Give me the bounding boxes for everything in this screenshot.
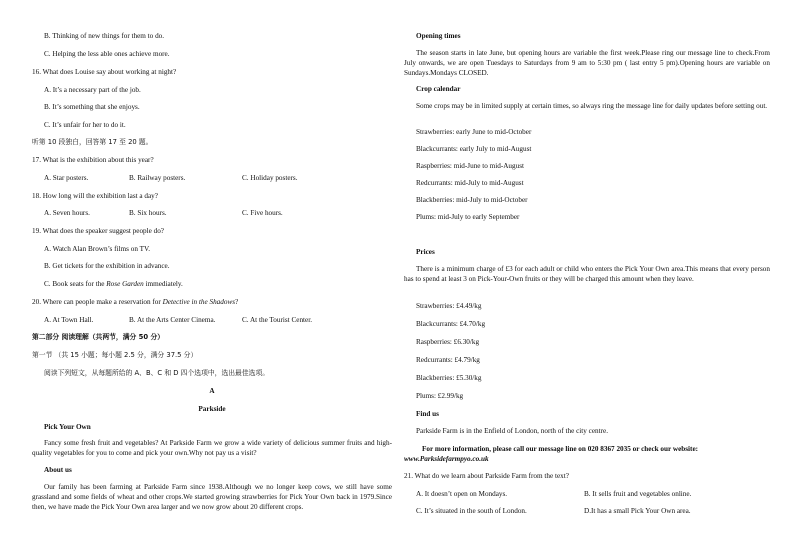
passage-letter: A [209, 387, 215, 395]
rose-garden-title: Rose Garden [106, 280, 144, 288]
opening-times-heading: Opening times [416, 32, 461, 40]
q20-option-c: C. At the Tourist Center. [242, 316, 313, 324]
price-raspberries: Raspberries: £6.30/kg [416, 338, 480, 346]
price-plums: Plums: £2.99/kg [416, 392, 464, 400]
q18-option-a: A. Seven hours. [44, 209, 90, 217]
q18-option-b: B. Six hours. [129, 209, 167, 217]
q21-option-b: B. It sells fruit and vegetables online. [584, 490, 692, 498]
q17-option-c: C. Holiday posters. [242, 174, 298, 182]
q16-option-b: B. It’s something that she enjoys. [44, 103, 140, 111]
q17-option-a: A. Star posters. [44, 174, 89, 182]
section-10-instruction: 听第 10 段独白，回答第 17 至 20 题。 [32, 138, 153, 146]
opening-times-text: The season starts in late June, but opening hours are variable the first week.Please ring our message line to check.From July onwards, we are open Tuesdays to Saturdays from 9 am to 5:30 pm ( last entry 5 pm).Opening hours are variable on Sundays.Mondays CLOSED. [404, 49, 770, 77]
pick-your-own-text: Fancy some fresh fruit and vegetables? At Parkside Farm we grow a wide variety of delicious summer fruits and high-quality vegetables for you to come and pick your own.Why not pay us a visit? [32, 439, 392, 457]
question-20: 20. Where can people make a reservation for Detective in the Shadows? [32, 298, 239, 306]
passage-title: Parkside [198, 405, 226, 413]
price-blackcurrants: Blackcurrants: £4.70/kg [416, 320, 486, 328]
crop-plums: Plums: mid-July to early September [416, 213, 520, 221]
q20-option-b: B. At the Arts Center Cinema. [129, 316, 216, 324]
question-19: 19. What does the speaker suggest people do? [32, 227, 164, 235]
price-strawberries: Strawberries: £4.49/kg [416, 302, 482, 310]
crop-blackberries: Blackberries: mid-July to mid-October [416, 196, 528, 204]
q21-option-d: D.It has a small Pick Your Own area. [584, 507, 691, 515]
q19-option-b: B. Get tickets for the exhibition in advance. [44, 262, 170, 270]
price-blackberries: Blackberries: £5.30/kg [416, 374, 482, 382]
prices-heading: Prices [416, 248, 435, 256]
question-17: 17. What is the exhibition about this year? [32, 156, 154, 164]
crop-calendar-text: Some crops may be in limited supply at certain times, so always ring the message line for daily updates before setting out. [416, 102, 768, 110]
q20-option-a: A. At Town Hall. [44, 316, 94, 324]
crop-calendar-heading: Crop calendar [416, 85, 461, 93]
q19-option-a: A. Watch Alan Brown’s films on TV. [44, 245, 151, 253]
question-16: 16. What does Louise say about working at night? [32, 68, 177, 76]
find-us-heading: Find us [416, 410, 439, 418]
more-info-text: For more information, please call our message line on 020 8367 2035 or check our website: www.Parksidefarmpyo.co.uk [404, 445, 699, 463]
q19-option-c: C. Book seats for the Rose Garden immediately. [44, 280, 183, 288]
q16-option-a: A. It’s a necessary part of the job. [44, 86, 141, 94]
crop-strawberries: Strawberries: early June to mid-October [416, 128, 532, 136]
q17-option-b: B. Railway posters. [129, 174, 186, 182]
q15-option-b: B. Thinking of new things for them to do. [44, 32, 165, 40]
about-us-heading: About us [44, 466, 72, 474]
pick-your-own-heading: Pick Your Own [44, 423, 91, 431]
q21-option-c: C. It’s situated in the south of London. [416, 507, 527, 515]
q16-option-c: C. It’s unfair for her to do it. [44, 121, 126, 129]
about-us-text: Our family has been farming at Parkside Farm since 1938.Although we no longer keep cows, we still have some grassland and some fields of wheat and other crops.We started growing strawberries for Pick Your Own back in 1979.Since then, we have made the Pick Your Own area larger and we now grow about 20 different crops. [32, 483, 392, 511]
website-link[interactable]: www.Parksidefarmpyo.co.uk [404, 455, 489, 463]
q21-option-a: A. It doesn’t open on Mondays. [416, 490, 508, 498]
q18-option-c: C. Five hours. [242, 209, 283, 217]
part-two-heading: 第二部分 阅读理解（共两节，满分 50 分） [32, 333, 165, 341]
crop-raspberries: Raspberries: mid-June to mid-August [416, 162, 524, 170]
prices-text: There is a minimum charge of £3 for each adult or child who enters the Pick Your Own area.This means that every person has to spend at least 3 on Pick-Your-Own fruits or they will be charged this amount when they leave. [404, 265, 770, 283]
question-21: 21. What do we learn about Parkside Farm from the text? [404, 472, 569, 480]
crop-blackcurrants: Blackcurrants: early July to mid-August [416, 145, 532, 153]
section-one-heading: 第一节 （共 15 小题；每小题 2.5 分，满分 37.5 分） [32, 351, 198, 359]
reading-instruction: 阅读下列短文，从每题所给的 A、B、C 和 D 四个选项中，选出最佳选项。 [44, 369, 270, 377]
question-18: 18. How long will the exhibition last a day? [32, 192, 158, 200]
crop-redcurrants: Redcurrants: mid-July to mid-August [416, 179, 524, 187]
find-us-text: Parkside Farm is in the Enfield of London, north of the city centre. [416, 427, 609, 435]
q15-option-c: C. Helping the less able ones achieve more. [44, 50, 170, 58]
detective-title: Detective in the Shadows [162, 298, 236, 306]
price-redcurrants: Redcurrants: £4.79/kg [416, 356, 480, 364]
